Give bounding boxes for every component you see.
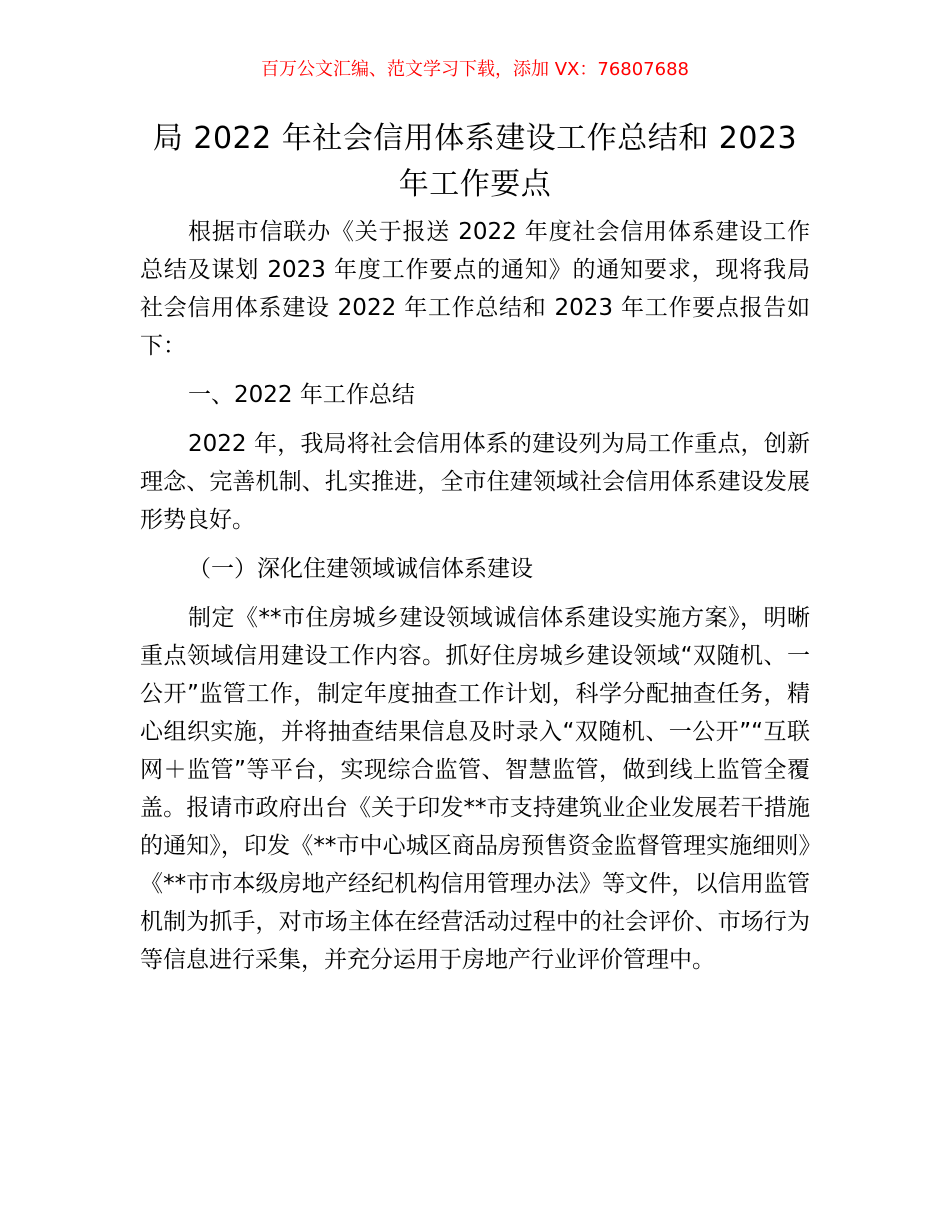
document-title: 局 2022 年社会信用体系建设工作总结和 2023 年工作要点 (152, 121, 798, 202)
subsection-heading: （一）深化住建领域诚信体系建设 (188, 556, 533, 582)
watermark-text: 百万公文汇编、范文学习下载，添加 VX：76807688 (261, 59, 689, 80)
document-body (140, 213, 810, 990)
detail-paragraph: 制定《**市住房城乡建设领域诚信体系建设实施方案》，明晰重点领域信用建设工作内容。抓好住房城乡建设领域“双随机、一公开”监管工作，制定年度抽查工作计划，科学分配抽查任务，精心组织实施，并将抽查结果信息及时录入“双随机、一公开”“互联网＋监管”等平台，实现综合监管、智慧监管，做到线上监管全覆盖。报请市政府出台《关于印发**市支持建筑业企业发展若干措施的通知》，印发《**市中心城区商品房预售资金监督管理实施细则》《**市市本级房地产经纪机构信用管理办法》等文件，以信用监管机制为抓手，对市场主体在经营活动过程中的社会评价、市场行为等信息进行采集，并充分运用于房地产行业评价管理中。 (140, 605, 810, 973)
intro-paragraph: 根据市信联办《关于报送 2022 年度社会信用体系建设工作总结及谋划 2023 年度工作要点的通知》的通知要求，现将我局社会信用体系建设 2022 年工作总结和 2023 年工作要点报告如下： (140, 219, 810, 359)
section-heading: 一、2022 年工作总结 (188, 382, 415, 408)
summary-paragraph: 2022 年，我局将社会信用体系的建设列为局工作重点，创新理念、完善机制、扎实推进，全市住建领域社会信用体系建设发展形势良好。 (140, 431, 810, 533)
